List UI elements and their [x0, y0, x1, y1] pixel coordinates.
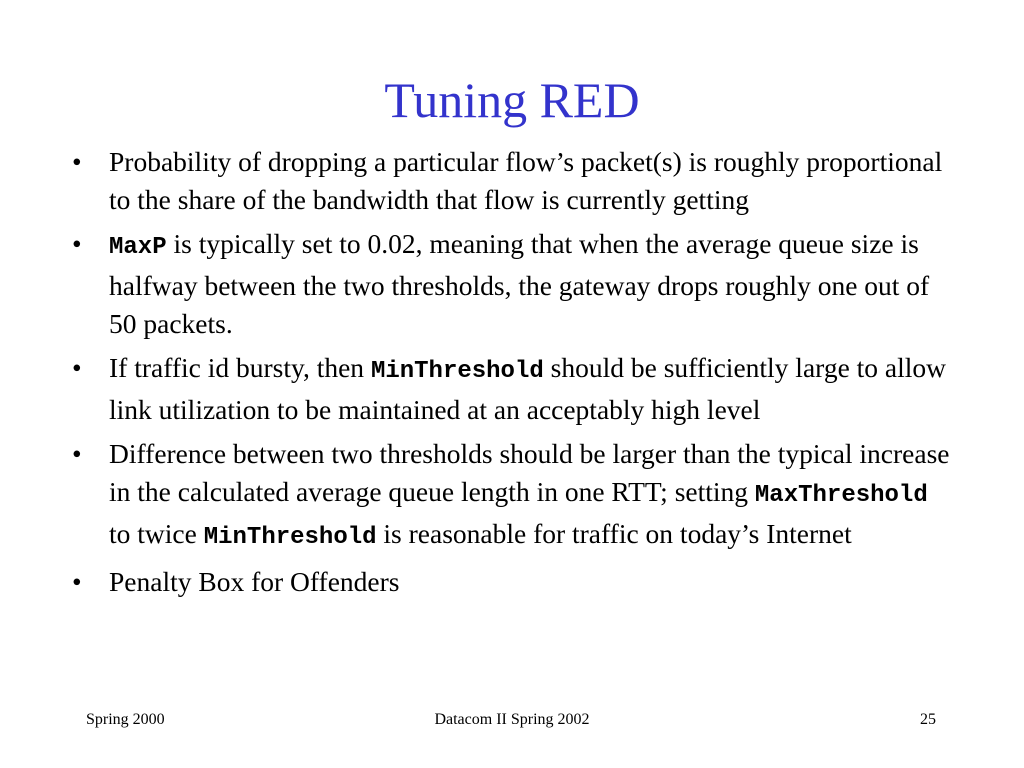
code-term-maxp: MaxP [109, 234, 167, 261]
bullet-text: Difference between two thresholds should be larger than the typical increase in the calculated average queue length in one RTT; setting [109, 438, 950, 507]
page-number: 25 [920, 711, 936, 728]
bullet-text: If traffic id bursty, then [109, 352, 371, 383]
bullet-text: is typically set to 0.02, meaning that when the average queue size is halfway between the two thresholds, the gateway drops roughly one out of 50 packets. [109, 228, 930, 339]
bullet-glyph: • [72, 352, 82, 383]
bullet-text: to twice [109, 518, 204, 549]
footer-center: Datacom II Spring 2002 [434, 711, 590, 728]
bullet-item-bursty [72, 349, 952, 429]
bullet-item-difference [72, 435, 952, 557]
bullet-glyph: • [72, 228, 82, 259]
bullet-text: Probability of dropping a particular flow’s packet(s) is roughly proportional to the share of the bandwidth that flow is currently getting [109, 146, 943, 215]
code-term-maxthreshold: MaxThreshold [754, 482, 928, 509]
code-term-minthreshold: MinThreshold [370, 358, 544, 385]
slide-title: Tuning RED [384, 72, 640, 128]
bullet-item-probability [72, 143, 952, 219]
footer-left: Spring 2000 [86, 711, 165, 728]
bullet-glyph: • [72, 146, 82, 177]
bullet-text: should be sufficiently large to allow link utilization to be maintained at an acceptably high level [109, 352, 947, 425]
bullet-text: Penalty Box for Offenders [109, 566, 400, 597]
bullet-item-maxp [72, 225, 952, 343]
bullet-glyph: • [72, 438, 82, 469]
bullet-text: is reasonable for traffic on today’s Internet [376, 518, 852, 549]
bullet-item-penalty-box [72, 563, 952, 601]
code-term-minthreshold: MinThreshold [203, 524, 377, 551]
bullet-glyph: • [72, 566, 82, 597]
bullet-list [72, 143, 952, 607]
